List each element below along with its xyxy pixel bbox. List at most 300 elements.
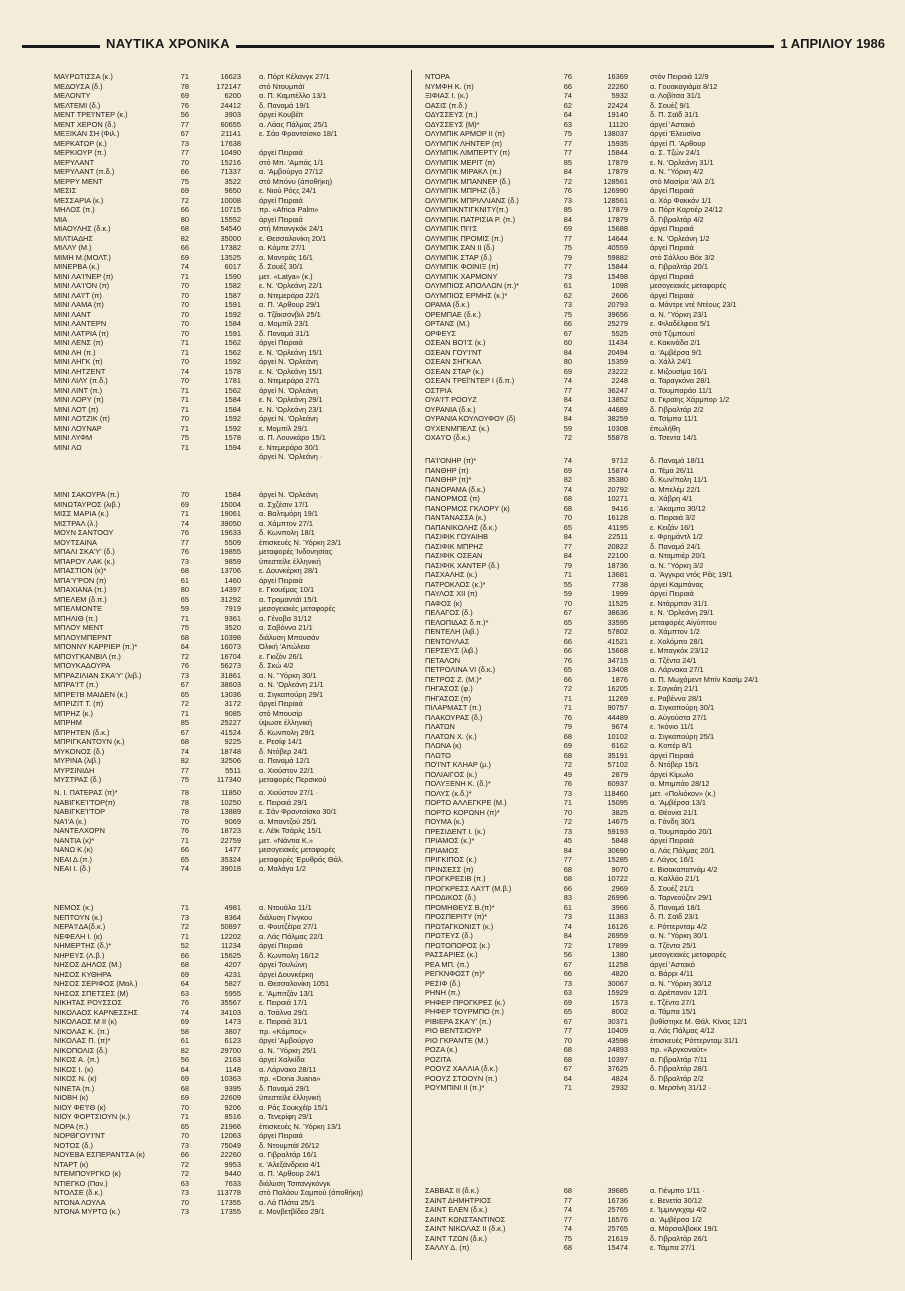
ship-status: ε. 'Αμπιτζάν 13/1: [259, 988, 314, 998]
ship-row: [54, 864, 404, 874]
ship-name: ΣΑΛΛΥ Δ. (π): [425, 1243, 470, 1252]
ship-row: [54, 196, 404, 206]
ship-tons: 126990: [603, 186, 628, 195]
ship-tons: 9650: [224, 186, 241, 195]
ship-year: 71: [180, 395, 189, 404]
ship-status: άργεί Πειραιά: [650, 186, 694, 195]
ship-year: 56: [180, 1055, 189, 1064]
ship-status: στόν Πειραιά 12/9: [650, 72, 709, 81]
ship-year: 80: [180, 585, 189, 594]
ship-row: [54, 652, 404, 662]
ship-year: 75: [563, 1233, 572, 1243]
ship-name: ΠΟΥΜΑ (κ.): [425, 817, 465, 826]
ship-row: [54, 998, 404, 1008]
ship-status: διάλυση Τσιτανγκόνγκ: [259, 1178, 331, 1188]
ship-tons: 15498: [607, 271, 628, 281]
ship-name: ΜΙΣΤΡΑΛ (λ.): [54, 518, 98, 528]
ship-year: 62: [563, 290, 572, 300]
ship-status: ε. Γκιζόν 26/1: [259, 651, 303, 661]
ship-status: άργεί Κίμωλο: [650, 769, 694, 779]
ship-name: ΜΠΕΛΜΟΝΤΕ: [54, 604, 103, 613]
ship-year: 77: [563, 855, 572, 864]
ship-status: α. Ν. 'Ύόρκη 23/1: [650, 309, 708, 319]
ship-tons: 25765: [607, 1224, 628, 1233]
ship-year: 65: [563, 617, 572, 627]
ship-status: πρ. «Άργκοναύτ»: [650, 1045, 708, 1054]
ship-tons: 7738: [611, 579, 628, 589]
ship-year: 75: [563, 309, 572, 319]
ship-year: 76: [180, 998, 189, 1007]
ship-name: ΝΑΒΙΓΚΕ'Ι'ΤΟΡ(π): [54, 797, 116, 807]
ship-row: [425, 656, 887, 666]
ship-year: 72: [563, 940, 572, 950]
ship-name: ΣΑΙΝΤ ΕΛΕΝ (δ.κ.): [425, 1205, 488, 1214]
ship-status: α. Μομπίλ 23/1: [259, 319, 309, 328]
ship-tons: 1781: [224, 376, 241, 385]
ship-row: [54, 766, 404, 776]
ship-year: 67: [563, 1016, 572, 1026]
ship-tons: 3903: [224, 110, 241, 119]
ship-status: άργεί 'Ελευσίνα: [650, 129, 701, 138]
ship-name: ΝΤΑΡΤ (κ): [54, 1159, 89, 1169]
ship-status: α. Γκραϊης Χάρμπορ 1/2: [650, 395, 730, 404]
ship-tons: 29700: [220, 1045, 241, 1055]
ship-status: έπωλήθη: [650, 423, 680, 433]
ship-year: 62: [563, 100, 572, 110]
ship-year: 75: [180, 176, 189, 186]
ship-status: α. Σιγκαπούρη 25/1: [650, 731, 715, 741]
ship-year: 67: [563, 959, 572, 969]
ship-status: α. Τζέντα 24/1: [650, 655, 697, 665]
ship-row: [425, 950, 887, 960]
ship-tons: 22609: [220, 1093, 241, 1102]
ship-row: [54, 826, 404, 836]
ship-status: α. Γιένμπο 1/11 ·: [650, 1186, 705, 1195]
ship-tons: 11383: [607, 912, 628, 921]
ship-tons: 11234: [220, 941, 241, 950]
ship-year: 66: [563, 636, 572, 646]
ship-year: 77: [180, 537, 189, 547]
ship-status: ε. Ν. 'Ορλεάνη 1/2: [650, 233, 710, 243]
ship-name: ΜΠΛΟΥ ΜΕΝΤ: [54, 623, 104, 632]
ship-year: 68: [180, 960, 189, 969]
ship-row: [425, 760, 887, 770]
ship-name: ΟΡΦΕΥΣ: [425, 328, 457, 338]
ship-year: 75: [563, 129, 572, 138]
ship-status: άργεί Δουνκέρκη: [259, 969, 314, 979]
ship-status: στό Μπόνυ (άποθήκη): [259, 176, 333, 186]
ship-name: ΜΗΛΟΣ (π.): [54, 205, 95, 214]
ship-row: [54, 272, 404, 282]
ship-row: [54, 817, 404, 827]
ship-year: 69: [180, 186, 189, 195]
ship-status: α. Ν. 'Ύόρκη 30/1: [259, 670, 317, 680]
ship-tons: 15668: [607, 646, 628, 655]
ship-status: δ. Γιβραλτάρ 2/2: [650, 1073, 704, 1083]
ship-tons: 25765: [607, 1205, 628, 1214]
ship-year: 76: [180, 547, 189, 556]
ship-name: ΟΛΥΜΠΙΚΝΤΙΓΚΝΙΤΥ(π.): [425, 205, 509, 214]
ship-name: ΜΙΝΙ ΛΥΦΜ: [54, 433, 93, 442]
ship-name: ΝΙΚΟΛΑΟΣ ΚΑΡΝΕΣΣΗΣ: [54, 1007, 138, 1017]
ship-year: 65: [563, 665, 572, 674]
ship-tons: 26959: [607, 931, 628, 940]
ship-name: ΠΡΟΓΚΡΕΣΙΒ (π.): [425, 874, 486, 883]
ship-year: 58: [180, 1026, 189, 1036]
ship-row: [54, 737, 404, 747]
ship-tons: 1473: [224, 1017, 241, 1026]
ship-row: [54, 1084, 404, 1094]
ship-year: 49: [563, 769, 572, 779]
ship-row: [425, 903, 887, 913]
ship-status: α. Γιβραλτάρ 20/1: [650, 262, 708, 271]
ship-name: ΟΡΤΑΝΣ (Μ.): [425, 319, 470, 328]
ship-tons: 17382: [220, 243, 241, 252]
ship-status: άργεί Τουλώνη: [259, 960, 308, 969]
ship-name: ΟΥΡΑΝΙΑ ΚΟΥΛΟΥΦΟΥ (δ): [425, 414, 516, 423]
ship-name: ΠΗΓΑΣΟΣ (π): [425, 693, 471, 703]
ship-row: [54, 989, 404, 999]
ship-year: 66: [180, 845, 189, 854]
ship-status: άργεί Πειραιά: [259, 214, 303, 224]
ship-status: άργεί Πειραιά: [650, 750, 694, 760]
ship-status: [241, 139, 404, 149]
ship-year: 64: [180, 1064, 189, 1074]
ship-row: [425, 466, 887, 476]
ship-year: 71: [563, 693, 572, 703]
ship-status: α. Χιούστον 27/1 ·: [259, 788, 319, 797]
ship-status: άργεί Κουβέϊτ: [259, 110, 304, 119]
ship-year: 73: [563, 826, 572, 836]
ship-row: [425, 941, 887, 951]
ship-row: [425, 319, 887, 329]
ship-status: δ. Σουέζ 21/1: [650, 883, 694, 893]
ship-name: ΟΛΥΜΠΙΚ ΠΙ'Ι'Σ: [425, 224, 478, 233]
ship-status: α. Λάας Πάλμας 25/1: [259, 119, 328, 129]
ship-row: [54, 1198, 404, 1208]
ship-status: α. Μαντράς 16/1: [259, 252, 313, 262]
ship-row: [54, 1008, 404, 1018]
ship-tons: 8516: [224, 1112, 241, 1121]
ship-year: 71: [180, 338, 189, 347]
ship-row: [54, 633, 404, 643]
ship-name: ΡΟΖΑ (κ.): [425, 1045, 458, 1054]
ship-year: 69: [180, 91, 189, 100]
ship-tons: 1590: [224, 271, 241, 281]
ship-name: ΝΙΚΟΛΑΟΣ Μ ΙΙ (κ): [54, 1017, 117, 1026]
ship-year: 78: [180, 797, 189, 807]
ship-year: 70: [563, 513, 572, 522]
ship-year: 70: [563, 807, 572, 817]
ship-tons: 17355: [220, 1197, 241, 1207]
ship-status: ύψωσε έλληνική: [259, 718, 312, 727]
ship-status: ε. Ν. 'Ορλεάνη 15/1: [259, 366, 323, 376]
ship-row: [54, 756, 404, 766]
ship-row: [425, 846, 887, 856]
ship-name: ΜΙΝΙ ΛΙΝΤ (π.): [54, 385, 103, 395]
ship-tons: 23222: [607, 366, 628, 376]
ship-tons: 22100: [607, 551, 628, 560]
ship-year: 70: [563, 598, 572, 608]
ship-status: α. Γάνδη 30/1: [650, 817, 696, 826]
ship-year: 71: [180, 385, 189, 395]
ship-name: ΠΡΙΓΚΙΠΟΣ (κ.): [425, 855, 477, 864]
ship-name: ΠΟΡΤΟ ΑΛΛΕΓΚΡΕ (Μ.): [425, 798, 507, 807]
ship-row: [54, 699, 404, 709]
ship-tons: 34103: [220, 1007, 241, 1017]
ship-year: 65: [563, 1007, 572, 1016]
ship-tons: 35191: [607, 750, 628, 760]
ship-name: ΝΗΡΕΥΣ (Λ.β.): [54, 950, 105, 960]
ship-row: [425, 637, 887, 647]
ship-tons: 13525: [220, 252, 241, 262]
ship-status: ύπεστείλε έλληνική: [259, 1093, 321, 1102]
ship-row: [425, 357, 887, 367]
ship-status: άργεί Π. 'Αρθουρ: [650, 138, 706, 148]
ship-status: α. Τουμπαράο 11/1: [650, 385, 713, 395]
ship-status: ε. Ν. 'Ορλεάνη 22/1: [259, 281, 323, 290]
ship-status: α. Λά Πλάτα 25/1: [259, 1197, 315, 1207]
ship-tons: 3966: [611, 902, 628, 912]
ship-year: 66: [180, 1150, 189, 1159]
ship-year: 68: [563, 1045, 572, 1054]
ship-tons: 1592: [224, 423, 241, 433]
ship-name: ΜΕΡΚΙΟΥΡ (π.): [54, 148, 107, 157]
ship-status: δ. Π. Σαϊδ 23/1: [650, 912, 699, 921]
ship-year: 85: [180, 718, 189, 727]
ship-row: [425, 1045, 887, 1055]
ship-tons: 15844: [607, 148, 628, 157]
ship-tons: 12063: [220, 1131, 241, 1140]
ship-name: ΜΕΝΤ ΤΡΕΊ'ΝΤΕΡ (κ.): [54, 110, 128, 119]
ship-tons: 10308: [607, 423, 628, 433]
ship-name: ΟΡΑΜΑ (δ.κ.): [425, 300, 470, 309]
ship-status: α. Ντουάλα 11/1: [259, 903, 312, 912]
ship-year: 70: [180, 290, 189, 300]
ship-row: [54, 970, 404, 980]
ship-year: 71: [563, 798, 572, 807]
ship-status: άργεί Πειραιά: [259, 575, 303, 585]
ship-status: δ. Γιβραλτάρ 26/1: [650, 1233, 708, 1243]
ship-name: ΟΡΕΜΠΑΕ (δ.κ.): [425, 309, 481, 319]
ship-status: α. Φουτζέϊρα 27/1: [259, 922, 318, 931]
ship-year: 69: [180, 1074, 189, 1083]
ship-year: 69: [563, 366, 572, 376]
ship-status: ε. Ν. 'Ορλεάνη 29/1: [259, 395, 323, 404]
ship-status: δ. Παναμά 18/11: [650, 456, 705, 465]
ship-year: 56: [180, 110, 189, 119]
ship-name: ΟΛΥΜΠΙΚ ΧΑΡΜΟΝΥ: [425, 271, 498, 281]
ship-status: μετ. «Νάντια Κ.»: [259, 835, 313, 845]
ship-year: 74: [180, 1007, 189, 1017]
ship-status: δ. Παναμά 29/1: [259, 1083, 310, 1093]
ship-year: 73: [180, 670, 189, 680]
ship-row: [425, 779, 887, 789]
ship-status: α. Νταμπιέρ 20/1: [650, 551, 706, 560]
ship-name: ΜΙΝΩΤΑΥΡΟΣ (λιβ.): [54, 499, 121, 509]
ship-tons: 15625: [220, 950, 241, 960]
ship-name: ΜΠΡΑΖΙΛΙΑΝ ΣΚΑ'Υ' (λιβ.): [54, 670, 142, 680]
ship-year: 74: [563, 1205, 572, 1214]
ship-status: α. Πειραιά 3/2: [650, 513, 696, 522]
ship-name: ΜΙΝΙ ΛΗΓΚ (π): [54, 357, 103, 366]
ship-row: [425, 1017, 887, 1027]
ship-name: ΠΑΝΤΑΝΑΣΣΑ (κ.): [425, 513, 487, 522]
ship-status: α. Τουμπαράο 20/1: [650, 826, 713, 836]
ship-name: ΠΡΙΑΜΟΣ (κ.)*: [425, 836, 475, 845]
ship-tons: 22759: [220, 835, 241, 845]
ship-name: ΜΕΝΤ ΧΕΡΟΝ (δ.): [54, 119, 116, 129]
ship-name: ΟΣΕΑΝ ΓΟΥ'Ι'ΝΤ: [425, 347, 482, 357]
ship-row: [54, 604, 404, 614]
ship-status: α. Παναμά 12/1: [259, 756, 310, 765]
ship-name: ΝΙΚΟΠΟΛΙΣ (δ.): [54, 1045, 108, 1055]
ship-status: άργεί 'Αστακό: [650, 959, 695, 969]
ship-year: 64: [180, 979, 189, 988]
ship-name: ΜΠΟΥΓΚΑΝΒΙΛ (π.): [54, 651, 121, 661]
ship-year: 70: [180, 816, 189, 826]
ship-name: ΠΑΝΘΗΡ (π)*: [425, 475, 472, 484]
ship-tons: 1573: [611, 997, 628, 1007]
ship-year: 68: [180, 737, 189, 746]
ship-year: 70: [180, 157, 189, 167]
ship-row: [425, 433, 887, 443]
ship-row: [425, 129, 887, 139]
ship-status: α. Σχζέσιν 17/1: [259, 499, 309, 509]
ship-row: [54, 671, 404, 681]
ship-status: ε. 'Ακαμπα 30/12: [650, 503, 706, 513]
ship-tons: 13889: [220, 807, 241, 816]
ship-year: 63: [180, 988, 189, 998]
ship-tons: 4824: [611, 1073, 628, 1083]
ship-tons: 15359: [607, 357, 628, 366]
ship-year: 70: [180, 414, 189, 423]
ship-name: ΝΑΒΙΓΚΕ'Ι'ΤΟΡ: [54, 807, 106, 816]
ship-row: [425, 608, 887, 618]
ship-tons: 1584: [224, 395, 241, 404]
ship-year: 68: [563, 1243, 572, 1252]
ship-row: [54, 855, 404, 865]
ship-status: ε. Σάν Φραντσίσκο 30/1: [259, 807, 337, 816]
ship-year: 65: [563, 522, 572, 532]
ship-row: [54, 1055, 404, 1065]
ship-name: ΠΡΩΤΕΥΣ (δ.): [425, 931, 473, 940]
ship-row: [425, 542, 887, 552]
ship-row: [425, 998, 887, 1008]
ship-name: ΟΔΥΣΣΕΥΣ (Μ)*: [425, 119, 480, 129]
ship-year: 84: [563, 167, 572, 176]
ship-year: 70: [180, 319, 189, 328]
ship-row: [54, 424, 404, 434]
ship-tons: 10250: [220, 797, 241, 807]
ship-row: [425, 110, 887, 120]
ship-year: 70: [180, 376, 189, 385]
ship-year: 80: [180, 214, 189, 224]
ship-name: ΜΕΞΙΚΑΝ ΣΗ (Φιλ.): [54, 129, 120, 138]
ship-year: 72: [563, 627, 572, 636]
ship-row: [54, 1188, 404, 1198]
ship-year: 72: [180, 922, 189, 931]
ship-tons: 6017: [224, 262, 241, 271]
ship-year: 73: [563, 271, 572, 281]
ship-status: α. Θεσσαλονίκη 1051: [259, 979, 330, 988]
ship-year: 71: [180, 835, 189, 845]
ship-name: ΡΟΟΥΖ ΧΑΛΛΙΑ (δ.κ.): [425, 1064, 498, 1073]
ship-status: α. 'Αγγκρα ντός Ρέϊς 19/1: [650, 570, 733, 579]
ship-tons: 3807: [224, 1026, 241, 1036]
ship-status: α. Π. Λουνκάρο 15/1: [259, 433, 326, 442]
ship-year: 69: [180, 969, 189, 979]
ship-name: ΟΛΥΜΠΙΚ ΠΡΟΜΙΣ (π.): [425, 233, 504, 243]
ship-tons: 2606: [611, 290, 628, 300]
ship-tons: 8002: [611, 1007, 628, 1016]
ship-row: [54, 614, 404, 624]
header-rule-left: [22, 45, 112, 48]
ship-status: ε. Σαγκάη 21/1: [650, 684, 699, 693]
ship-status: ε. Ντεμεράρα 30/1: [259, 442, 319, 452]
ship-name: ΠΕΤΡΟΛΙΝΑ VΙ (δ.κ.): [425, 665, 496, 674]
ship-status: α. Βάρρι 4/11: [650, 969, 694, 978]
ship-status: δ. Σουέζ 9/1: [650, 100, 690, 110]
ship-row: [54, 1027, 404, 1037]
ship-name: ΠΙΛΑΡΜΑΣΤ (π.): [425, 703, 482, 712]
ship-row: [425, 855, 887, 865]
ship-row: [54, 1112, 404, 1122]
ship-name: ΠΡΙΑΜΟΣ: [425, 845, 459, 855]
ship-name: ΝΗΜΕΡΤΗΣ (δ.)*: [54, 941, 112, 950]
ship-tons: 15216: [220, 157, 241, 167]
ship-tons: 75049: [220, 1140, 241, 1150]
ship-name: ΡΟΖΙΤΑ: [425, 1054, 452, 1064]
ship-status: α. Μάντρε ντέ Ντέους 23/1: [650, 300, 737, 309]
ship-row: [425, 741, 887, 751]
ship-year: 61: [180, 1036, 189, 1045]
ship-row: [425, 1186, 887, 1196]
ship-status: α. Μπιμπάο 28/12: [650, 779, 710, 788]
ship-row: [425, 139, 887, 149]
ship-year: 71: [180, 423, 189, 433]
ship-name: ΜΑΥΡΩΤΙΣΣΑ (κ.): [54, 72, 113, 81]
ship-row: [54, 243, 404, 253]
ship-status: στό Μπ. 'Αμπάς 1/1: [259, 157, 324, 167]
ship-row: [54, 167, 404, 177]
ship-tons: 37625: [607, 1064, 628, 1073]
ship-year: 71: [563, 703, 572, 712]
ship-tons: 18736: [607, 560, 628, 570]
ship-tons: 35380: [607, 475, 628, 484]
ship-year: 76: [563, 712, 572, 722]
ship-row: [54, 1036, 404, 1046]
ship-status: άργεί Πειραιά: [650, 271, 694, 281]
ship-name: ΠΡΕΣΙΔΕΝΤ Ι. (κ.): [425, 826, 486, 836]
ship-tons: 16128: [607, 513, 628, 522]
ship-year: 67: [180, 129, 189, 138]
ship-name: ΝΙΚΟΣ Ι. (κ): [54, 1064, 94, 1074]
ship-status: βυθίστηκε Μ. Θάλ. Κίνας 12/1: [650, 1016, 748, 1026]
ship-tons: 5525: [611, 328, 628, 338]
ship-row: [425, 798, 887, 808]
ship-status: α. Ν. 'Ύόρκη 25/1: [259, 1045, 317, 1055]
ship-status: α. 'Αμβούργο 27/12: [259, 167, 323, 176]
ship-status: μεταφορές Έρυθράς Θάλ.: [259, 854, 344, 864]
ship-tons: 1876: [611, 674, 628, 684]
ship-status: Όλική 'Απώλεια: [259, 642, 310, 651]
ship-row: [425, 789, 887, 799]
ship-year: 68: [563, 731, 572, 741]
ship-name: ΡΕΓΚΝΦΟΣΤ (π)*: [425, 969, 485, 978]
ship-year: 75: [180, 433, 189, 442]
ship-tons: 19061: [220, 509, 241, 518]
